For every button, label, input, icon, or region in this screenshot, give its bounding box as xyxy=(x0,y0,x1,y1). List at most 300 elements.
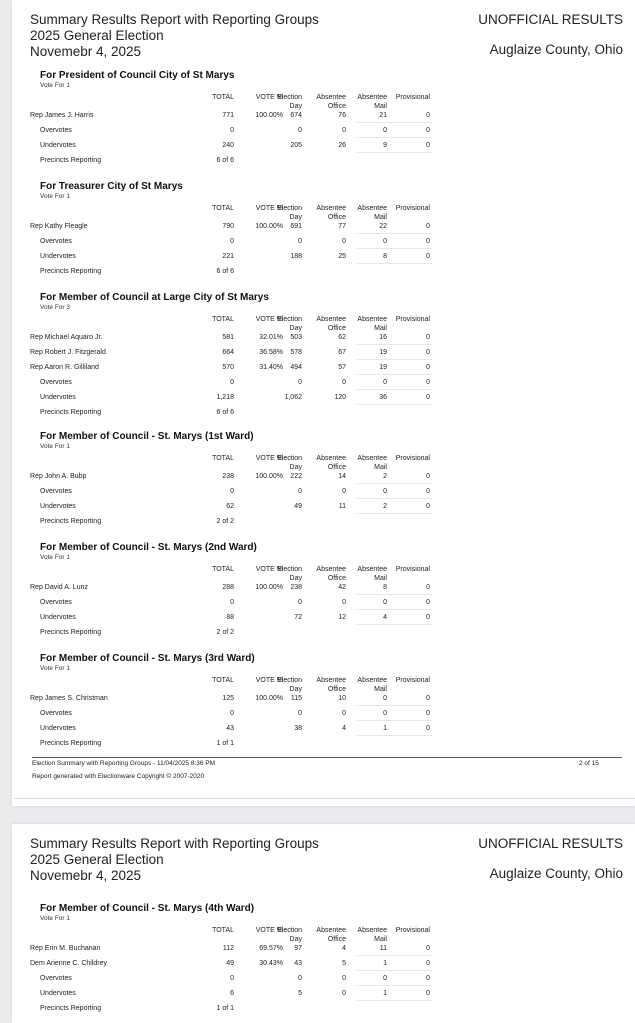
cell-abs-office: 5 xyxy=(342,960,346,967)
cell-prov: 0 xyxy=(426,127,430,134)
column-header-line: TOTAL xyxy=(212,94,234,101)
cell-abs-office: 4 xyxy=(342,945,346,952)
row-rule xyxy=(357,513,432,514)
row-rule xyxy=(357,374,432,375)
cell-eday: 72 xyxy=(294,614,302,621)
cell-abs-office: 26 xyxy=(338,142,346,149)
column-header xyxy=(212,316,234,325)
row-label: Precincts Reporting xyxy=(40,157,102,164)
column-header xyxy=(396,677,430,686)
vote-for-label: Vote For 1 xyxy=(40,443,70,450)
precincts-reporting-row xyxy=(12,1005,452,1020)
row-label: Undervotes xyxy=(40,503,76,510)
election-date: Novemebr 4, 2025 xyxy=(30,44,142,59)
results-status: UNOFFICIAL RESULTS xyxy=(478,12,623,27)
row-label: Overvotes xyxy=(40,710,72,717)
column-header-line: Mail xyxy=(374,102,387,110)
report-page-3 xyxy=(12,824,635,1023)
column-header-line: VOTE % xyxy=(255,455,283,462)
column-header-line: Day xyxy=(289,685,302,693)
vote-for-label: Vote For 1 xyxy=(40,554,70,561)
column-header-line: Office xyxy=(327,213,346,221)
column-header xyxy=(316,455,346,472)
row-label: Rep John A. Bubp xyxy=(30,473,87,480)
cell-abs-mail: 21 xyxy=(379,112,387,119)
column-header-line: Mail xyxy=(374,935,387,943)
candidate-row xyxy=(12,695,452,710)
cell-prov: 0 xyxy=(426,725,430,732)
cell-abs-office: 10 xyxy=(338,695,346,702)
cell-total: 0 xyxy=(230,379,234,386)
column-header xyxy=(277,927,302,944)
column-header xyxy=(277,566,302,583)
cell-eday: 0 xyxy=(298,488,302,495)
cell-abs-office: 0 xyxy=(342,238,346,245)
row-rule xyxy=(357,483,432,484)
column-header-line: Provisional xyxy=(395,927,430,934)
column-header xyxy=(277,677,302,694)
column-header xyxy=(212,455,234,464)
row-label: Precincts Reporting xyxy=(40,518,102,525)
cell-total: 664 xyxy=(222,349,234,356)
column-header-line: Absentee xyxy=(316,455,346,462)
row-rule xyxy=(357,498,432,499)
column-header-line: Absentee xyxy=(316,316,346,323)
cell-abs-office: 4 xyxy=(342,725,346,732)
cell-eday: 38 xyxy=(294,725,302,732)
column-header xyxy=(396,566,430,575)
cell-prov: 0 xyxy=(426,394,430,401)
candidate-row xyxy=(12,349,452,364)
cell-abs-mail: 0 xyxy=(383,238,387,245)
cell-prov: 0 xyxy=(426,112,430,119)
undervotes-row xyxy=(12,503,452,518)
cell-total: 771 xyxy=(222,112,234,119)
column-header-line: Day xyxy=(289,935,302,943)
cell-eday: 49 xyxy=(294,503,302,510)
cell-prov: 0 xyxy=(426,364,430,371)
cell-pct: 100.00% xyxy=(255,473,283,480)
cell-total: 0 xyxy=(230,975,234,982)
row-rule xyxy=(357,594,432,595)
row-label: Undervotes xyxy=(40,142,76,149)
undervotes-row xyxy=(12,614,452,629)
cell-abs-mail: 0 xyxy=(383,599,387,606)
column-header-line: Election xyxy=(277,566,302,573)
cell-prov: 0 xyxy=(426,473,430,480)
cell-total: 6 xyxy=(230,990,234,997)
column-header-line: Day xyxy=(289,463,302,471)
cell-abs-office: 120 xyxy=(334,394,346,401)
cell-eday: 0 xyxy=(298,127,302,134)
cell-pct: 32.01% xyxy=(259,334,283,341)
precincts-value: 6 of 6 xyxy=(216,409,234,416)
cell-prov: 0 xyxy=(426,599,430,606)
cell-eday: 0 xyxy=(298,599,302,606)
column-header-line: Absentee xyxy=(316,205,346,212)
precincts-value: 1 of 1 xyxy=(216,740,234,747)
cell-prov: 0 xyxy=(426,223,430,230)
cell-prov: 0 xyxy=(426,614,430,621)
column-header xyxy=(357,566,387,583)
cell-abs-mail: 36 xyxy=(379,394,387,401)
cell-abs-office: 0 xyxy=(342,990,346,997)
row-rule xyxy=(357,955,432,956)
overvotes-row xyxy=(12,710,452,725)
column-header xyxy=(357,677,387,694)
row-label: Rep Michael Aquaro Jr. xyxy=(30,334,103,341)
cell-abs-mail: 0 xyxy=(383,127,387,134)
cell-prov: 0 xyxy=(426,349,430,356)
row-rule xyxy=(357,404,432,405)
vote-for-label: Vote For 1 xyxy=(40,665,70,672)
cell-pct: 100.00% xyxy=(255,584,283,591)
column-header-line: Absentee xyxy=(316,94,346,101)
candidate-row xyxy=(12,112,452,127)
cell-prov: 0 xyxy=(426,990,430,997)
cell-abs-mail: 2 xyxy=(383,473,387,480)
row-label: Overvotes xyxy=(40,379,72,386)
row-label: Undervotes xyxy=(40,614,76,621)
cell-abs-office: 0 xyxy=(342,599,346,606)
column-header-line: Office xyxy=(327,324,346,332)
column-header-line: Office xyxy=(327,463,346,471)
column-header-line: TOTAL xyxy=(212,566,234,573)
column-header-line: Absentee xyxy=(357,677,387,684)
cell-total: 49 xyxy=(226,960,234,967)
cell-abs-mail: 2 xyxy=(383,503,387,510)
row-rule xyxy=(357,137,432,138)
cell-total: 221 xyxy=(222,253,234,260)
row-rule xyxy=(357,720,432,721)
page-bottom-rule xyxy=(14,798,635,799)
cell-pct: 69.57% xyxy=(259,945,283,952)
candidate-row xyxy=(12,364,452,379)
column-header-line: Election xyxy=(277,205,302,212)
column-header-line: Provisional xyxy=(395,677,430,684)
row-label: Overvotes xyxy=(40,599,72,606)
cell-total: 125 xyxy=(222,695,234,702)
row-label: Precincts Reporting xyxy=(40,740,102,747)
cell-eday: 115 xyxy=(290,695,302,702)
candidate-row xyxy=(12,945,452,960)
row-label: Overvotes xyxy=(40,488,72,495)
column-header-line: TOTAL xyxy=(212,455,234,462)
column-header xyxy=(357,205,387,222)
page-number: 2 of 15 xyxy=(579,760,599,767)
candidate-row xyxy=(12,223,452,238)
cell-abs-office: 0 xyxy=(342,379,346,386)
cell-total: 0 xyxy=(230,599,234,606)
contest-title: For Treasurer City of St Marys xyxy=(40,181,183,192)
row-label: Overvotes xyxy=(40,975,72,982)
column-header xyxy=(316,94,346,111)
precincts-reporting-row xyxy=(12,740,452,755)
cell-abs-mail: 19 xyxy=(379,349,387,356)
row-label: Rep David A. Lunz xyxy=(30,584,88,591)
column-header xyxy=(316,316,346,333)
row-label: Undervotes xyxy=(40,394,76,401)
precincts-value: 1 of 1 xyxy=(216,1005,234,1012)
column-header-line: TOTAL xyxy=(212,205,234,212)
cell-eday: 43 xyxy=(294,960,302,967)
cell-eday: 691 xyxy=(290,223,302,230)
row-label: Rep Aaron R. Gilliland xyxy=(30,364,99,371)
column-header-line: Absentee xyxy=(357,205,387,212)
cell-prov: 0 xyxy=(426,238,430,245)
contest-title: For Member of Council - St. Marys (3rd Ward) xyxy=(40,653,255,664)
cell-abs-mail: 11 xyxy=(379,945,387,952)
precincts-value: 2 of 2 xyxy=(216,629,234,636)
row-rule xyxy=(357,122,432,123)
undervotes-row xyxy=(12,253,452,268)
row-label: Rep Erin M. Buchanan xyxy=(30,945,101,952)
cell-prov: 0 xyxy=(426,975,430,982)
vote-for-label: Vote For 1 xyxy=(40,82,70,89)
column-header xyxy=(357,94,387,111)
cell-pct: 100.00% xyxy=(255,112,283,119)
candidate-row xyxy=(12,960,452,975)
column-header-line: Mail xyxy=(374,324,387,332)
cell-eday: 5 xyxy=(298,990,302,997)
cell-abs-mail: 9 xyxy=(383,142,387,149)
row-rule xyxy=(357,248,432,249)
row-label: Rep James S. Christman xyxy=(30,695,108,702)
row-label: Precincts Reporting xyxy=(40,1005,102,1012)
contest-title: For President of Council City of St Marys xyxy=(40,70,235,81)
election-date: Novemebr 4, 2025 xyxy=(30,868,142,883)
column-header-line: Provisional xyxy=(395,94,430,101)
overvotes-row xyxy=(12,975,452,990)
column-header-line: TOTAL xyxy=(212,316,234,323)
undervotes-row xyxy=(12,990,452,1005)
column-header xyxy=(396,927,430,936)
cell-prov: 0 xyxy=(426,710,430,717)
column-header-line: Absentee xyxy=(316,677,346,684)
county-name: Auglaize County, Ohio xyxy=(489,42,623,57)
column-header-line: VOTE % xyxy=(255,94,283,101)
contest-title: For Member of Council - St. Marys (4th Ward) xyxy=(40,903,255,914)
column-header-line: Absentee xyxy=(357,566,387,573)
cell-total: 88 xyxy=(226,614,234,621)
row-rule xyxy=(357,344,432,345)
cell-eday: 578 xyxy=(290,349,302,356)
cell-abs-office: 0 xyxy=(342,127,346,134)
cell-abs-mail: 16 xyxy=(379,334,387,341)
candidate-row xyxy=(12,584,452,599)
cell-abs-mail: 8 xyxy=(383,584,387,591)
row-rule xyxy=(357,985,432,986)
cell-abs-mail: 0 xyxy=(383,379,387,386)
cell-eday: 674 xyxy=(290,112,302,119)
cell-abs-office: 62 xyxy=(338,334,346,341)
column-header-line: Election xyxy=(277,677,302,684)
cell-eday: 222 xyxy=(290,473,302,480)
row-rule xyxy=(357,735,432,736)
precincts-value: 6 of 6 xyxy=(216,268,234,275)
cell-abs-office: 77 xyxy=(338,223,346,230)
row-rule xyxy=(357,970,432,971)
overvotes-row xyxy=(12,238,452,253)
cell-eday: 188 xyxy=(290,253,302,260)
cell-pct: 30.43% xyxy=(259,960,283,967)
cell-prov: 0 xyxy=(426,960,430,967)
county-name: Auglaize County, Ohio xyxy=(489,866,623,881)
precincts-reporting-row xyxy=(12,409,452,424)
row-rule xyxy=(357,359,432,360)
cell-abs-office: 14 xyxy=(338,473,346,480)
row-label: Overvotes xyxy=(40,238,72,245)
cell-prov: 0 xyxy=(426,584,430,591)
contest-title: For Member of Council at Large City of St Marys xyxy=(40,292,269,303)
cell-abs-mail: 22 xyxy=(379,223,387,230)
column-header xyxy=(396,94,430,103)
row-label: Dem Arienne C. Childrey xyxy=(30,960,108,967)
column-header-line: Absentee xyxy=(316,566,346,573)
cell-total: 0 xyxy=(230,238,234,245)
column-header xyxy=(357,455,387,472)
row-label: Undervotes xyxy=(40,253,76,260)
row-label: Precincts Reporting xyxy=(40,409,102,416)
column-header-line: Election xyxy=(277,94,302,101)
column-header xyxy=(212,566,234,575)
cell-abs-mail: 0 xyxy=(383,710,387,717)
column-header-line: Office xyxy=(327,935,346,943)
report-title: Summary Results Report with Reporting Groups xyxy=(30,836,319,851)
cell-eday: 0 xyxy=(298,975,302,982)
candidate-row xyxy=(12,334,452,349)
cell-pct: 36.58% xyxy=(259,349,283,356)
column-header-line: Absentee xyxy=(316,927,346,934)
column-header-line: Day xyxy=(289,213,302,221)
undervotes-row xyxy=(12,725,452,740)
contest-title: For Member of Council - St. Marys (2nd Ward) xyxy=(40,542,257,553)
precincts-reporting-row xyxy=(12,157,452,172)
precincts-value: 2 of 2 xyxy=(216,518,234,525)
precincts-reporting-row xyxy=(12,518,452,533)
column-header-line: Provisional xyxy=(395,205,430,212)
column-header-line: Day xyxy=(289,574,302,582)
cell-eday: 0 xyxy=(298,710,302,717)
row-rule xyxy=(357,263,432,264)
cell-total: 790 xyxy=(222,223,234,230)
row-label: Undervotes xyxy=(40,725,76,732)
report-header-right xyxy=(478,836,623,882)
cell-prov: 0 xyxy=(426,488,430,495)
cell-total: 238 xyxy=(222,473,234,480)
overvotes-row xyxy=(12,379,452,394)
column-header xyxy=(277,94,302,111)
row-label: Undervotes xyxy=(40,990,76,997)
candidate-row xyxy=(12,473,452,488)
cell-total: 112 xyxy=(222,945,234,952)
cell-total: 240 xyxy=(222,142,234,149)
report-header xyxy=(30,836,319,884)
column-header xyxy=(212,927,234,936)
column-header-line: VOTE % xyxy=(255,316,283,323)
row-rule xyxy=(357,233,432,234)
column-header-line: Day xyxy=(289,324,302,332)
footer-copyright: Report generated with Electionware Copyright © 2007-2020 xyxy=(32,773,205,780)
footer-divider xyxy=(32,757,622,758)
cell-abs-office: 0 xyxy=(342,488,346,495)
column-header xyxy=(316,566,346,583)
vote-for-label: Vote For 3 xyxy=(40,304,70,311)
footer-summary: Election Summary with Reporting Groups - 11/04/2025 8:36 PM xyxy=(32,760,216,767)
column-header xyxy=(212,677,234,686)
cell-pct: 100.00% xyxy=(255,695,283,702)
cell-abs-mail: 1 xyxy=(383,725,387,732)
report-title: Summary Results Report with Reporting Groups xyxy=(30,12,319,27)
column-header-line: Mail xyxy=(374,685,387,693)
cell-eday: 97 xyxy=(294,945,302,952)
precincts-reporting-row xyxy=(12,268,452,283)
column-header-line: Election xyxy=(277,316,302,323)
row-rule xyxy=(357,609,432,610)
cell-prov: 0 xyxy=(426,695,430,702)
cell-prov: 0 xyxy=(426,945,430,952)
column-header-line: Election xyxy=(277,455,302,462)
undervotes-row xyxy=(12,394,452,409)
column-header-line: Mail xyxy=(374,574,387,582)
column-header-line: VOTE % xyxy=(255,927,283,934)
cell-total: 288 xyxy=(222,584,234,591)
cell-abs-office: 67 xyxy=(338,349,346,356)
report-header-right xyxy=(478,12,623,58)
cell-eday: 1,062 xyxy=(284,394,302,401)
cell-abs-mail: 4 xyxy=(383,614,387,621)
column-header xyxy=(396,455,430,464)
cell-eday: 494 xyxy=(290,364,302,371)
cell-abs-office: 0 xyxy=(342,975,346,982)
row-label: Rep Robert J. Fitzgerald xyxy=(30,349,106,356)
column-header-line: Mail xyxy=(374,463,387,471)
column-header-line: Day xyxy=(289,102,302,110)
cell-total: 62 xyxy=(226,503,234,510)
cell-prov: 0 xyxy=(426,503,430,510)
overvotes-row xyxy=(12,599,452,614)
cell-abs-office: 76 xyxy=(338,112,346,119)
cell-abs-office: 57 xyxy=(338,364,346,371)
column-header-line: Absentee xyxy=(357,455,387,462)
column-header xyxy=(357,316,387,333)
row-label: Rep Kathy Fleagle xyxy=(30,223,88,230)
column-header xyxy=(316,205,346,222)
cell-prov: 0 xyxy=(426,142,430,149)
results-status: UNOFFICIAL RESULTS xyxy=(478,836,623,851)
row-label: Precincts Reporting xyxy=(40,629,102,636)
report-header xyxy=(30,12,319,60)
vote-for-label: Vote For 1 xyxy=(40,915,70,922)
cell-abs-office: 11 xyxy=(338,503,346,510)
cell-total: 0 xyxy=(230,127,234,134)
row-label: Overvotes xyxy=(40,127,72,134)
cell-abs-office: 25 xyxy=(338,253,346,260)
cell-abs-mail: 0 xyxy=(383,975,387,982)
cell-eday: 238 xyxy=(290,584,302,591)
cell-total: 581 xyxy=(222,334,234,341)
column-header-line: Absentee xyxy=(357,316,387,323)
contest-title: For Member of Council - St. Marys (1st Ward) xyxy=(40,431,254,442)
cell-abs-mail: 0 xyxy=(383,695,387,702)
column-header-line: Office xyxy=(327,574,346,582)
column-header xyxy=(277,316,302,333)
column-header-line: Office xyxy=(327,102,346,110)
election-name: 2025 General Election xyxy=(30,852,164,867)
precincts-value: 6 of 6 xyxy=(216,157,234,164)
cell-prov: 0 xyxy=(426,253,430,260)
cell-abs-mail: 19 xyxy=(379,364,387,371)
